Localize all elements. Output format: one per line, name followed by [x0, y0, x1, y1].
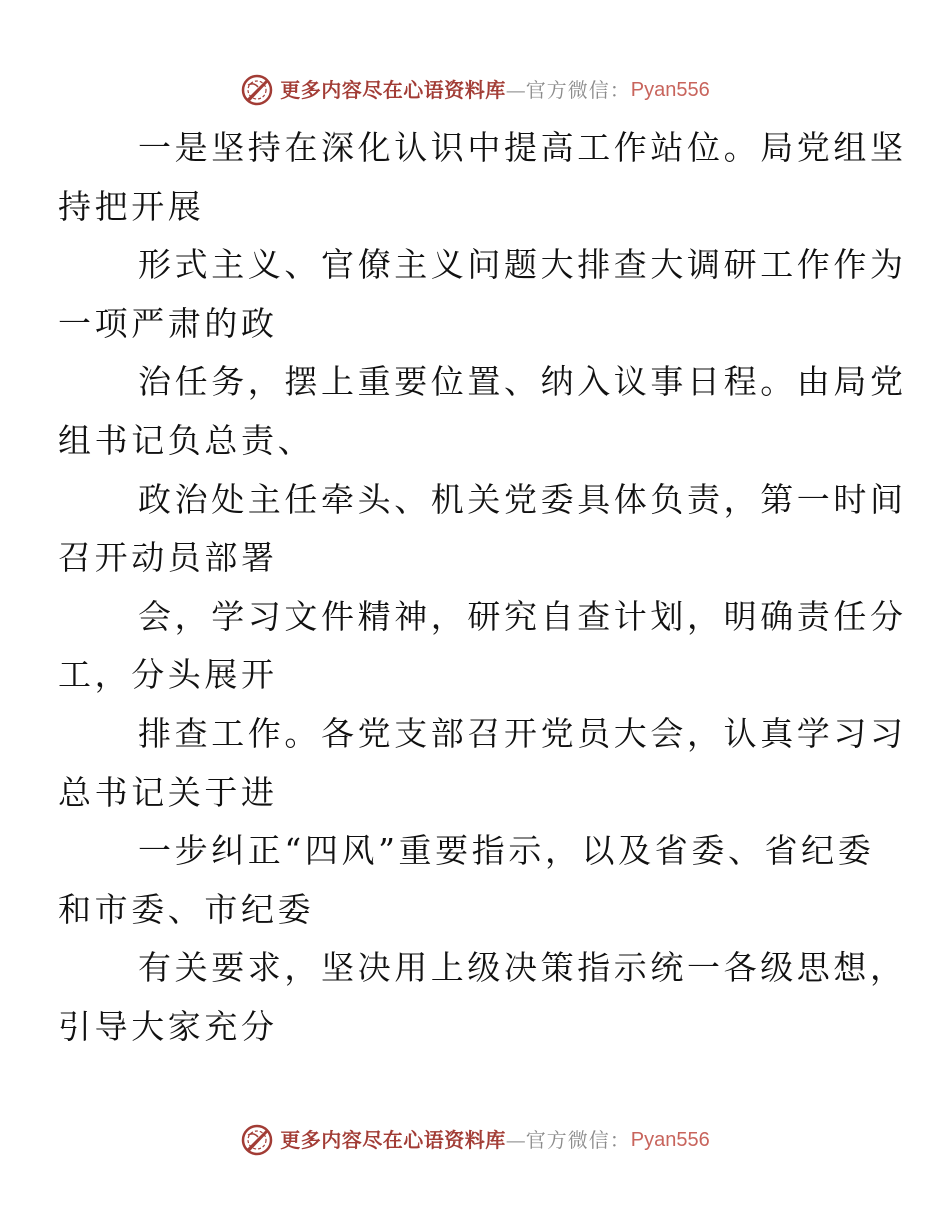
paragraph: [58, 471, 907, 588]
paragraph: [58, 353, 907, 470]
banner-wechat-id: Pyan556: [630, 79, 710, 101]
footer-watermark-banner: [0, 1118, 950, 1162]
paragraph: [58, 705, 907, 822]
paragraph: [58, 822, 875, 939]
paragraph: [58, 939, 907, 1056]
paragraph-line: 排查工作。各党支部召开党员大会，认真学习习: [138, 713, 907, 753]
paragraph: [58, 119, 907, 236]
banner-wechat-id: Pyan556: [630, 1129, 710, 1151]
paragraph: [58, 236, 907, 353]
paragraph-line: 一步纠正“四风”重要指示，以及省委、省纪委: [138, 831, 875, 871]
banner-main-text: 更多内容尽在心语资料库: [280, 78, 506, 102]
paragraph-line-wrap: 工，分头展开: [58, 655, 278, 695]
paragraph-line-wrap: 和市委、市纪委: [58, 889, 315, 929]
paragraph-line-wrap: 召开动员部署: [58, 538, 278, 578]
document-body: [58, 119, 907, 1057]
paragraph-line-wrap: 持把开展: [58, 186, 205, 226]
paragraph-line: 会，学习文件精神，研究自查计划，明确责任分: [138, 596, 907, 636]
banner-sub-text: 官方微信：: [525, 1128, 631, 1152]
paragraph-line: 一是坚持在深化认识中提高工作站位。局党组坚: [138, 128, 907, 167]
paragraph-line: 形式主义、官僚主义问题大排查大调研工作作为: [138, 245, 907, 285]
paragraph-line: 治任务，摆上重要位置、纳入议事日程。由局党: [138, 362, 907, 402]
paragraph-line-wrap: 总书记关于进: [58, 772, 278, 812]
header-watermark-banner: [0, 68, 950, 112]
banner-dash: —: [505, 78, 526, 102]
circular-seal-logo-icon: [240, 73, 274, 107]
paragraph-line-wrap: 引导大家充分: [58, 1006, 278, 1046]
banner-sub-text: 官方微信：: [525, 78, 631, 102]
paragraph-line: 政治处主任牵头、机关党委具体负责，第一时间: [138, 479, 907, 519]
paragraph: [58, 588, 907, 705]
paragraph-line-wrap: 组书记负总责、: [58, 420, 315, 460]
circular-seal-logo-icon: [240, 1123, 274, 1157]
banner-main-text: 更多内容尽在心语资料库: [280, 1128, 506, 1152]
banner-dash: —: [505, 1128, 526, 1152]
paragraph-line: 有关要求，坚决用上级决策指示统一各级思想，: [138, 948, 907, 988]
paragraph-line-wrap: 一项严肃的政: [58, 303, 278, 343]
